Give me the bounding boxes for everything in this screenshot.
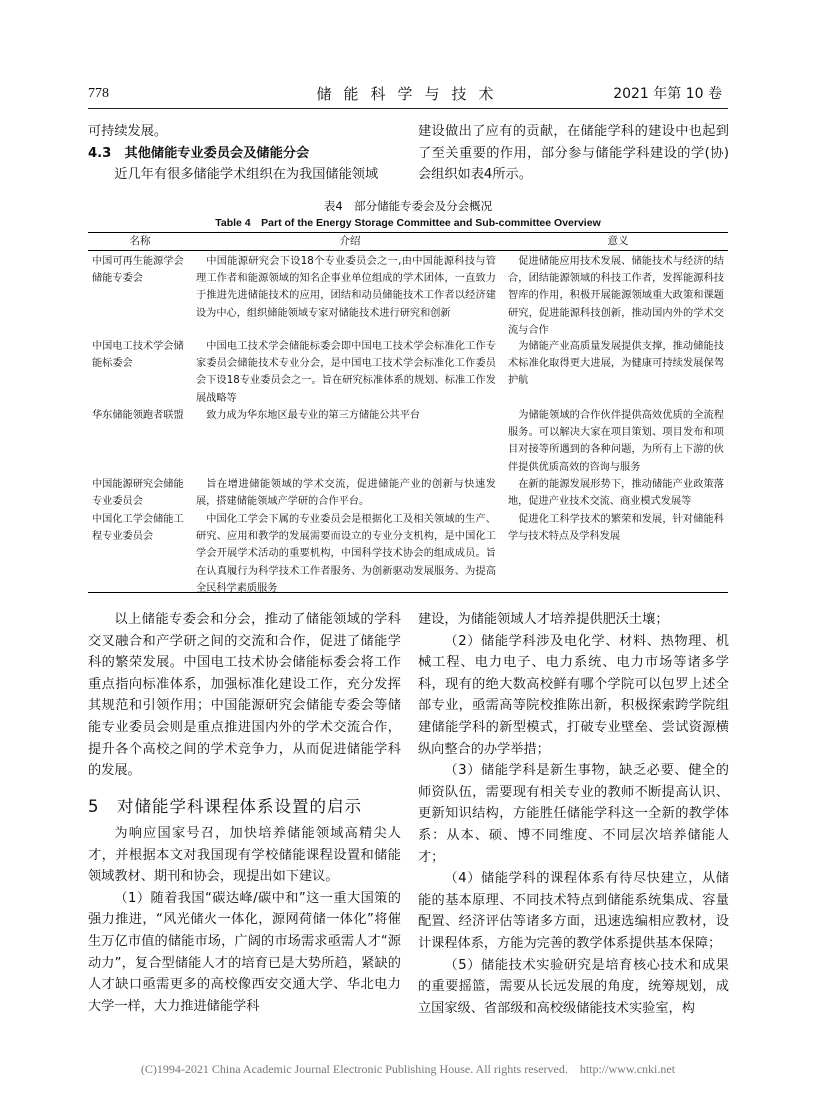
section-heading-4-3: 4.3 其他储能专业委员会及储能分会 [88, 145, 310, 161]
table-header-cell: 介绍 [339, 235, 361, 247]
table-header-cell: 意义 [607, 235, 629, 247]
paragraph: 近几年有很多储能学术组织在为我国储能领域 [114, 167, 379, 183]
table-header-cell: 名称 [129, 235, 151, 247]
paragraph-end: 可持续发展。 [88, 124, 168, 139]
table-cell-intro: 中国化工学会下属的专业委员会是根据化工及相关领域的生产、研究、应用和教学的发展需要而设立的专业分支机构，是中国化工学会开展学术活动的重要机构，中国科学技术协会的组成成员。旨在认真履行为科学技术工作者服务、为创新驱动发展服务、为提高全民科学素质服务 [196, 514, 496, 594]
table-cell-meaning: 促进储能应用技术发展、储能技术与经济的结合，团结能源领域的科技工作者，发挥能源科技智库的作用，积极开展能源领域重大政策和课题研究，促进能源科技创新，推动国内外的学术交流与合作 [508, 256, 724, 336]
left-column-section5 [88, 823, 401, 1017]
right-column-bottom [418, 609, 729, 1019]
header-rule [88, 108, 728, 109]
paragraph: 建设，为储能领域人才培养提供肥沃土壤； [418, 612, 669, 627]
table-caption-cn: 表4 部分储能专委会及分会概况 [323, 199, 493, 213]
table-cell-name: 中国可再生能源学会储能专委会 [92, 256, 184, 285]
paragraph: 为响应国家号召，加快培养储能领域高精尖人才，并根据本文对我国现有学校储能课程设置和储能领域教材、期刊和协会，现提出如下建议。 [88, 826, 401, 885]
table-cell-meaning: 在新的能源发展形势下，推动储能产业政策落地，促进产业技术交流、商业模式发展等 [508, 479, 724, 508]
table-cell-name: 中国电工技术学会储能标委会 [92, 341, 184, 370]
journal-title: 储能科学与技术 [316, 85, 506, 103]
table-cell-intro: 中国电工技术学会储能标委会即中国电工技术学会标准化工作专家委员会储能技术专业分会，是中国电工技术学会标准化工作委员会下设18专业委员会之一。旨在研究标准体系的规划、标准工作发展战略等 [196, 341, 496, 404]
table-cell-meaning: 为储能产业高质量发展提供支撑，推动储能技术标准化取得更大进展，为健康可持续发展保驾护航 [508, 341, 724, 387]
page-number: 778 [88, 86, 109, 101]
table-cell-name: 中国化工学会储能工程专业委员会 [92, 514, 184, 543]
left-column-bottom [88, 609, 401, 782]
paragraph: （3）储能学科是新生事物，缺乏必要、健全的师资队伍，需要现有相关专业的教师不断提高认识、更新知识结构，方能胜任储能学科这一全新的教学体系：从本、硕、博不同维度、不同层次培养储能人才； [418, 763, 729, 865]
table-cell-meaning: 为储能领域的合作伙伴提供高效优质的全流程服务。可以解决大家在项目策划、项目发布和项目对接等所遇到的各种问题，为所有上下游的伙伴提供优质高效的咨询与服务 [508, 410, 724, 473]
paragraph: （1）随着我国“碳达峰/碳中和”这一重大国策的强力推进，“风光储火一体化，源网荷储一体化”将催生万亿市值的储能市场，广阔的市场需求亟需人才“源动力”，复合型储能人才的培育已是大势所趋，紧缺的人才缺口亟需更多的高校像西安交通大学、华北电力大学一样，大力推进储能学科 [88, 890, 401, 1014]
journal-issue: 2021 年第 10 卷 [613, 86, 722, 102]
table-caption-en: Table 4 Part of the Energy Storage Committee and Sub-committee Overview [215, 217, 601, 229]
paragraph: 建设做出了应有的贡献，在储能学科的建设中也起到了至关重要的作用，部分参与储能学科建设的学(协)会组织如表4所示。 [418, 124, 729, 183]
table-header-row [88, 233, 728, 251]
table-cell-intro: 中国能源研究会下设18个专业委员会之一,由中国能源科技与管理工作者和能源领域的知名企事业单位组成的学术团体，一直致力于推进先进储能技术的应用，团结和动员储能技术工作者以经济建设为中心，组织储能领域专家对储能技术进行研究和创新 [196, 256, 496, 319]
table-4 [88, 232, 728, 593]
right-column-top [418, 121, 729, 186]
table-cell-intro: 旨在增进储能领域的学术交流，促进储能产业的创新与快速发展，搭建储能领域产学研的合作平台。 [196, 479, 496, 508]
left-column-top [88, 121, 401, 186]
table-cell-name: 中国能源研究会储能专业委员会 [92, 479, 184, 508]
copyright-footer: (C)1994-2021 China Academic Journal Electronic Publishing House. All rights reserved. http://www.cnki.net [140, 1062, 676, 1076]
table-cell-intro: 致力成为华东地区最专业的第三方储能公共平台 [206, 410, 421, 421]
section-heading-5: 5 对储能学科课程体系设置的启示 [88, 797, 362, 816]
paragraph: （5）储能技术实验研究是培育核心技术和成果的重要摇篮，需要从长远发展的角度，统筹规划，成立国家级、省部级和高校级储能技术实验室，构 [418, 957, 729, 1016]
paragraph: （4）储能学科的课程体系有待尽快建立，从储能的基本原理、不同技术特点到储能系统集成、容量配置、经济评估等诸多方面，迅速选编相应教材，设计课程体系，方能为完善的教学体系提供基本保障； [418, 871, 729, 951]
table-cell-meaning: 促进化工科学技术的繁荣和发展，针对储能科学与技术特点及学科发展 [508, 514, 724, 543]
paragraph: （2）储能学科涉及电化学、材料、热物理、机械工程、电力电子、电力系统、电力市场等诸多学科，现有的绝大数高校鲜有哪个学院可以包罗上述全部专业，亟需高等院校推陈出新，积极探索跨学院组建储能学科的新型模式，打破专业壁垒、尝试资源横纵向整合的办学举措； [418, 633, 729, 757]
paragraph: 以上储能专委会和分会，推动了储能领域的学科交叉融合和产学研之间的交流和合作，促进了储能学科的繁荣发展。中国电工技术协会储能标委会将工作重点指向标准体系，加强标准化建设工作，充分发挥其规范和引领作用；中国能源研究会储能专委会等储能专业委员会则是重点推进国内外的学术交流合作，提升各个高校之间的学术竞争力，从而促进储能学科的发展。 [88, 612, 401, 779]
table-cell-name: 华东储能领跑者联盟 [92, 410, 184, 421]
